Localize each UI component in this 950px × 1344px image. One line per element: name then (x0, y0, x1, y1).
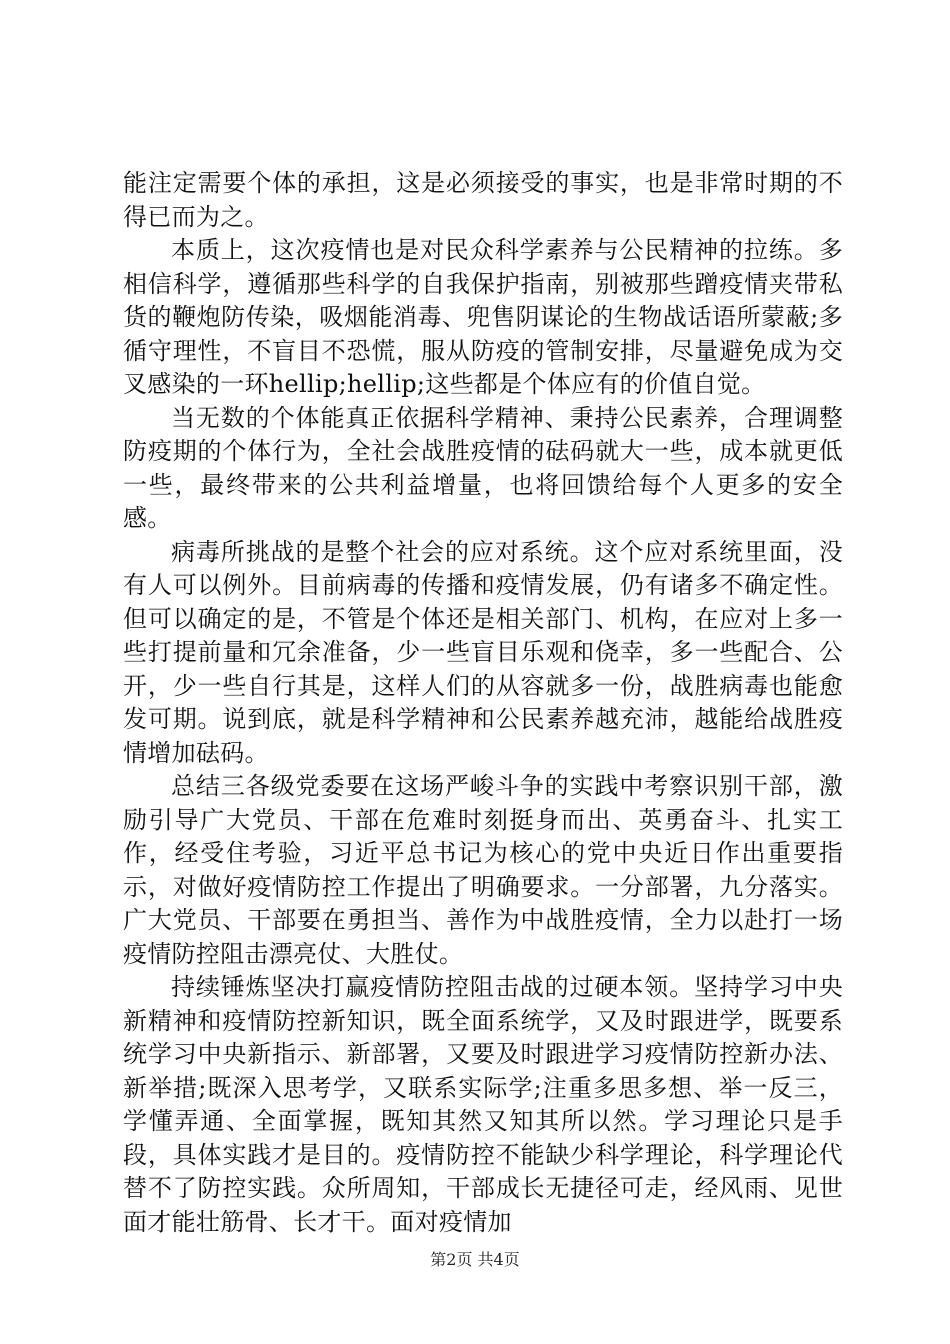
paragraph: 总结三各级党委要在这场严峻斗争的实践中考察识别干部，激励引导广大党员、干部在危难时刻挺身而出、英勇奋斗、扎实工作，经受住考验，习近平总书记为核心的党中央近日作出重要指示，对做好疫情防控工作提出了明确要求。一分部署，九分落实。广大党员、干部要在勇担当、善作为中战胜疫情，全力以赴打一场疫情防控阻击漂亮仗、大胜仗。 (123, 772, 843, 968)
paragraph: 持续锤炼坚决打赢疫情防控阻击战的过硬本领。坚持学习中央新精神和疫情防控新知识，既全面系统学，又及时跟进学，既要系统学习中央新指示、新部署，又要及时跟进学习疫情防控新办法、新举措;既深入思考学，又联系实际学;注重多思多想、举一反三，学懂弄通、全面掌握，既知其然又知其所以然。学习理论只是手段，具体实践才是目的。疫情防控不能缺少科学理论，科学理论代替不了防控实践。众所周知，干部成长无捷径可走，经风雨、见世面才能壮筋骨、长才干。面对疫情加 (123, 973, 843, 1236)
paragraph: 本质上，这次疫情也是对民众科学素养与公民精神的拉练。多相信科学，遵循那些科学的自我保护指南，别被那些蹭疫情夹带私货的鞭炮防传染，吸烟能消毒、兜售阴谋论的生物战话语所蒙蔽;多循守理性，不盲目不恐慌，服从防疫的管制安排，尽量避免成为交叉感染的一环hellip;hellip;这些都是个体应有的价值自觉。 (123, 236, 843, 398)
paragraph: 当无数的个体能真正依据科学精神、秉持公民素养，合理调整防疫期的个体行为，全社会战胜疫情的砝码就大一些，成本就更低一些，最终带来的公共利益增量，也将回馈给每个人更多的安全感。 (123, 403, 843, 532)
document-body (123, 167, 843, 1239)
paragraph: 病毒所挑战的是整个社会的应对系统。这个应对系统里面，没有人可以例外。目前病毒的传播和疫情发展，仍有诸多不确定性。但可以确定的是，不管是个体还是相关部门、机构，在应对上多一些打提前量和冗余准备，少一些盲目乐观和侥幸，多一些配合、公开，少一些自行其是，这样人们的从容就多一份，战胜病毒也能愈发可期。说到底，就是科学精神和公民素养越充沛，越能给战胜疫情增加砝码。 (123, 537, 843, 767)
page-number-footer: 第2页 共4页 (430, 1250, 520, 1269)
paragraph-continuation: 能注定需要个体的承担，这是必须接受的事实，也是非常时期的不得已而为之。 (123, 169, 843, 231)
